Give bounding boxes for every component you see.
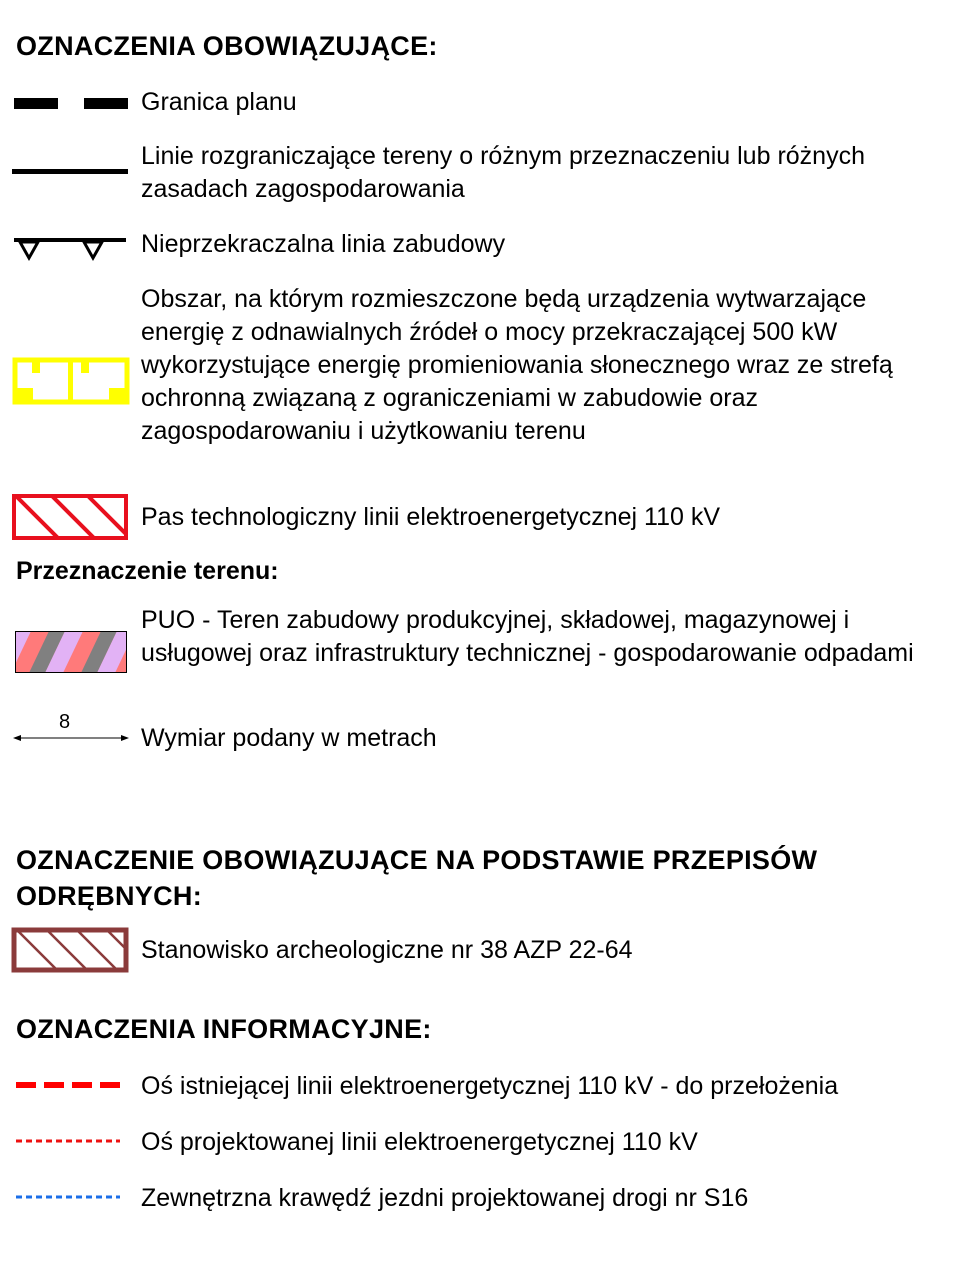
archaeological-site-label: Stanowisko archeologiczne nr 38 AZP 22-64 bbox=[141, 936, 633, 964]
hatch-line bbox=[88, 496, 130, 538]
road-edge-label: Zewnętrzna krawędź jezdni projektowanej drogi nr S16 bbox=[141, 1184, 749, 1212]
demarcation-lines-label: Linie rozgraniczające tereny o różnym przeznaczeniu lub różnych zasadach zagospodarowania bbox=[141, 142, 865, 203]
solar-area-tick bbox=[32, 360, 40, 373]
puo-stripe bbox=[0, 631, 13, 673]
solar-area-tick bbox=[81, 360, 89, 373]
dimension-symbol bbox=[13, 731, 129, 745]
building-line-triangle bbox=[20, 242, 38, 258]
existing-line-axis-symbol bbox=[16, 1079, 120, 1091]
land-use-heading: Przeznaczenie terenu: bbox=[16, 557, 279, 585]
planned-line-axis-label: Oś projektowanej linii elektroenergetycznej 110 kV bbox=[141, 1128, 698, 1156]
hatch-line bbox=[77, 930, 117, 970]
building-line-triangle bbox=[84, 242, 102, 258]
planned-line-axis-symbol bbox=[16, 1137, 120, 1145]
power-line-strip-symbol bbox=[12, 494, 128, 540]
dimension-label: Wymiar podany w metrach bbox=[141, 724, 437, 752]
solar-area-symbol bbox=[12, 357, 130, 405]
separate-regulations-heading: OZNACZENIE OBOWIĄZUJĄCE NA PODSTAWIE PRZEPISÓW ODRĘBNYCH: bbox=[16, 845, 818, 911]
road-edge-symbol bbox=[16, 1193, 120, 1201]
hatch-line bbox=[52, 496, 94, 538]
solar-area-block bbox=[15, 388, 33, 402]
archaeological-site-frame bbox=[14, 930, 126, 970]
arrow-left-icon bbox=[13, 735, 21, 741]
puo-symbol bbox=[15, 631, 127, 673]
demarcation-line-symbol bbox=[12, 166, 128, 178]
hatch-line bbox=[16, 496, 58, 538]
plan-boundary-dash bbox=[14, 98, 58, 109]
solar-area-label: Obszar, na którym rozmieszczone będą urządzenia wytwarzające energię z odnawialnych źródeł o mocy przekraczającej 500 kW wykorzystujące energię promieniowania słonecznego wraz ze strefą ochronną związaną z ograniczeniami w zabudowie oraz zagospodarowaniu i użytkowaniu terenu bbox=[141, 285, 893, 445]
solar-area-divider bbox=[68, 360, 73, 402]
arrow-right-icon bbox=[121, 735, 129, 741]
puo-label: PUO - Teren zabudowy produkcyjnej, składowej, magazynowej i usługowej oraz infrastruktury technicznej - gospodarowanie odpadami bbox=[141, 606, 914, 667]
dimension-value: 8 bbox=[59, 711, 71, 733]
demarcation-line bbox=[12, 169, 128, 174]
building-line-symbol bbox=[14, 236, 128, 264]
hatch-line bbox=[17, 930, 57, 970]
building-line-label: Nieprzekraczalna linia zabudowy bbox=[141, 230, 506, 258]
plan-boundary-dash bbox=[84, 98, 128, 109]
informational-heading: OZNACZENIA INFORMACYJNE: bbox=[16, 1014, 432, 1044]
archaeological-site-symbol bbox=[11, 927, 129, 973]
existing-line-axis-label: Oś istniejącej linii elektroenergetycznej 110 kV - do przełożenia bbox=[141, 1072, 839, 1100]
power-line-strip-label: Pas technologiczny linii elektroenergetycznej 110 kV bbox=[141, 503, 721, 531]
solar-area-block bbox=[109, 388, 127, 402]
plan-boundary-symbol bbox=[14, 94, 128, 114]
binding-heading: OZNACZENIA OBOWIĄZUJĄCE: bbox=[16, 31, 438, 61]
plan-boundary-label: Granica planu bbox=[141, 88, 297, 116]
hatch-line bbox=[47, 930, 87, 970]
